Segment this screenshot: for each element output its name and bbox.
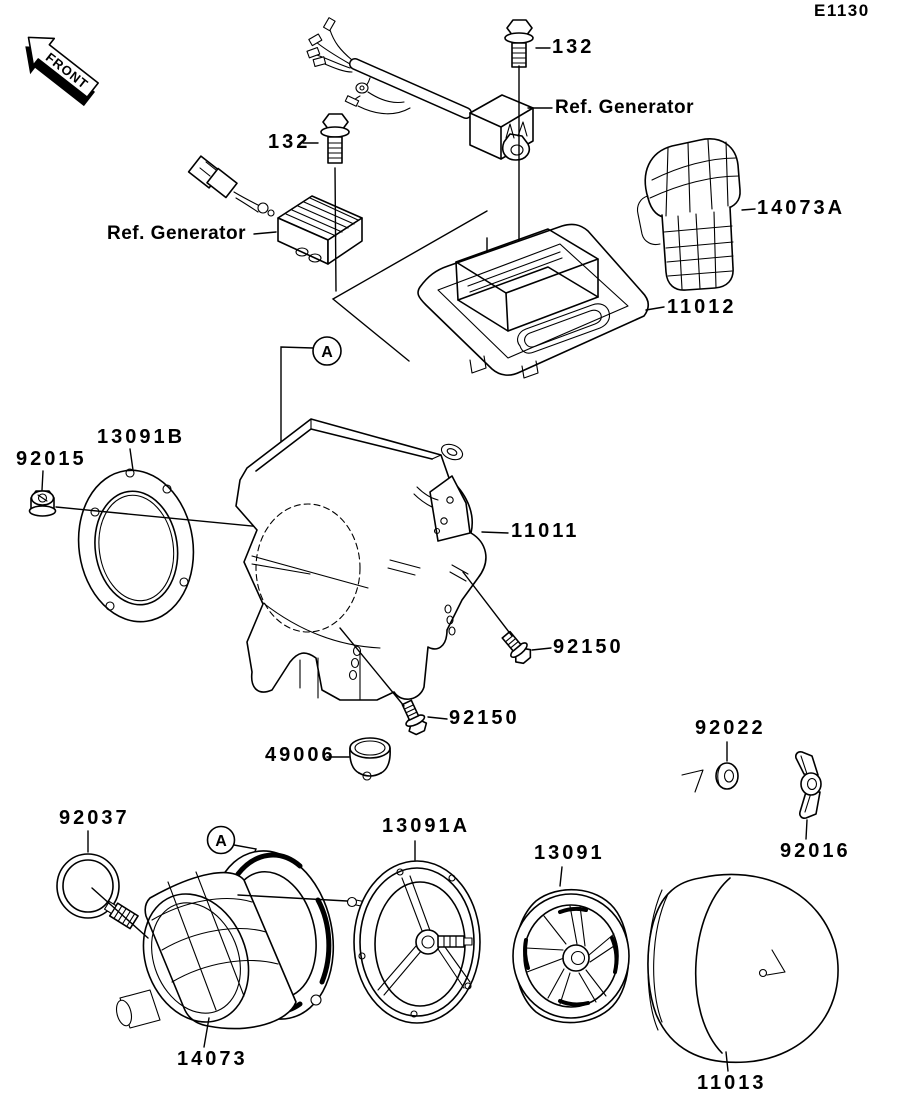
bolt-132-left-drawing bbox=[321, 114, 349, 163]
label-11011: 11011 bbox=[511, 520, 580, 542]
label-92037: 92037 bbox=[59, 807, 130, 829]
label-92150-right: 92150 bbox=[553, 636, 624, 658]
airbox-drawing bbox=[236, 419, 486, 700]
clamp-drawing bbox=[57, 854, 148, 938]
detail-marker-a-top-label: A bbox=[321, 344, 333, 361]
label-92015: 92015 bbox=[16, 448, 87, 470]
label-ref-generator-top: Ref. Generator bbox=[555, 97, 694, 118]
label-92022: 92022 bbox=[695, 717, 766, 739]
label-132-left: 132 bbox=[268, 131, 311, 153]
filter-cage-drawing bbox=[513, 890, 629, 1023]
harness-drawing bbox=[307, 18, 466, 114]
front-arrow-badge bbox=[11, 26, 105, 113]
label-92016: 92016 bbox=[780, 840, 851, 862]
duct-drawing bbox=[114, 839, 348, 1038]
duct-cover-drawing bbox=[637, 139, 740, 290]
washer-drawing bbox=[682, 763, 738, 792]
cap-drawing bbox=[350, 738, 390, 780]
label-13091b: 13091B bbox=[97, 426, 186, 448]
label-ref-generator-left: Ref. Generator bbox=[107, 223, 246, 244]
page-code: E1130 bbox=[814, 1, 870, 20]
label-14073: 14073 bbox=[177, 1048, 248, 1070]
label-13091a: 13091A bbox=[382, 815, 471, 837]
detail-marker-a-bottom-label: A bbox=[215, 833, 227, 850]
label-92150-bottom: 92150 bbox=[449, 707, 520, 729]
label-11013: 11013 bbox=[697, 1072, 767, 1094]
ring-plate-drawing bbox=[69, 463, 203, 629]
filter-plate-drawing bbox=[348, 861, 481, 1023]
generator-top-drawing bbox=[470, 95, 533, 160]
label-132-top: 132 bbox=[552, 36, 595, 58]
front-label: FRONT bbox=[42, 49, 92, 92]
bolt-92150-right-drawing bbox=[498, 628, 535, 666]
nut-drawing bbox=[30, 491, 56, 516]
filter-element-drawing bbox=[648, 874, 838, 1062]
label-11012: 11012 bbox=[667, 296, 737, 318]
label-14073a: 14073A bbox=[757, 197, 846, 219]
wing-nut-drawing bbox=[796, 752, 821, 818]
label-49006: 49006 bbox=[265, 744, 336, 766]
label-13091: 13091 bbox=[534, 842, 605, 864]
tray-drawing bbox=[418, 224, 648, 378]
bolt-132-top-drawing bbox=[505, 20, 533, 67]
